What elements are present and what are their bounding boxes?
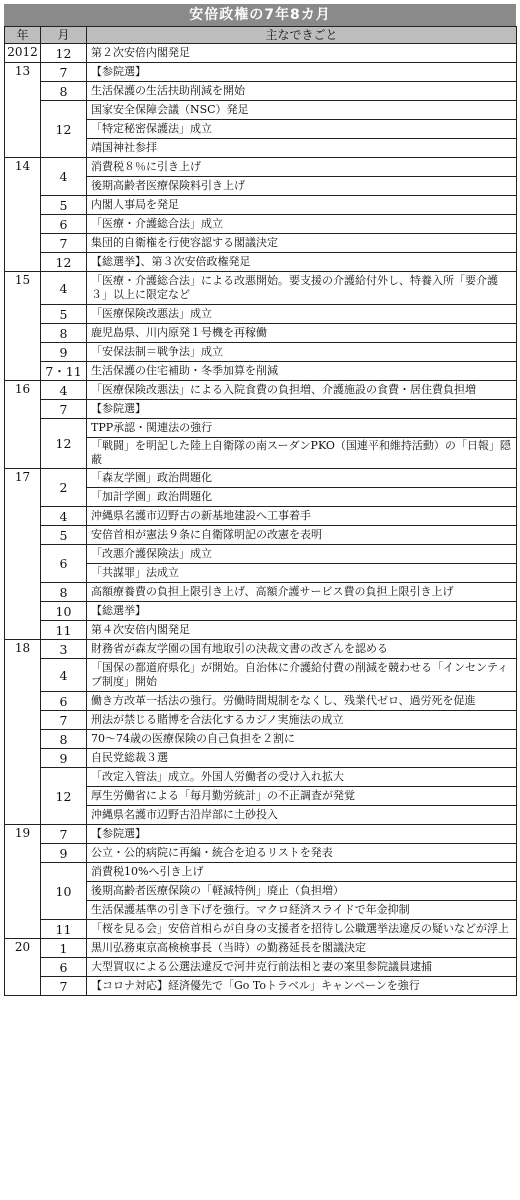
event-cell: 【総選挙】 [87, 602, 517, 621]
table-row [5, 400, 517, 419]
month-cell: 7 [41, 977, 87, 996]
event-cell: 70～74歳の医療保険の自己負担を２割に [87, 730, 517, 749]
timeline-table [4, 26, 517, 996]
table-row [5, 602, 517, 621]
header-row [5, 27, 517, 44]
event-cell: 【コロナ対応】経済優先で「Go Toトラベル」キャンペーンを強行 [87, 977, 517, 996]
table-row [5, 939, 517, 958]
event-cell: 厚生労働省による「毎月勤労統計」の不正調査が発覚 [87, 787, 517, 806]
table-row [5, 863, 517, 882]
month-cell: 12 [41, 44, 87, 63]
header-events: 主なできごと [87, 27, 517, 44]
table-row [5, 583, 517, 602]
event-cell: 集団的自衛権を行使容認する閣議決定 [87, 234, 517, 253]
event-cell: 沖縄県名護市辺野古沿岸部に土砂投入 [87, 806, 517, 825]
month-cell: 4 [41, 272, 87, 305]
header-year: 年 [5, 27, 41, 44]
year-cell: 15 [5, 272, 41, 381]
month-cell: 4 [41, 507, 87, 526]
month-cell: 10 [41, 602, 87, 621]
table-row [5, 215, 517, 234]
event-cell: 鹿児島県、川内原発１号機を再稼働 [87, 324, 517, 343]
year-cell: 14 [5, 158, 41, 272]
event-cell: 「戦闘」を明記した陸上自衛隊の南スーダンPKO（国連平和維持活動）の「日報」隠蔽 [87, 438, 517, 469]
month-cell: 6 [41, 545, 87, 583]
year-cell: 16 [5, 381, 41, 469]
month-cell: 2 [41, 469, 87, 507]
event-cell: 生活保護の生活扶助削減を開始 [87, 82, 517, 101]
month-cell: 12 [41, 419, 87, 469]
month-cell: 6 [41, 692, 87, 711]
event-cell: 自民党総裁３選 [87, 749, 517, 768]
event-cell: 生活保護基準の引き下げを強行。マクロ経済スライドで年金抑制 [87, 901, 517, 920]
table-row [5, 272, 517, 305]
event-cell: 「医療保険改悪法」成立 [87, 305, 517, 324]
month-cell: 7 [41, 825, 87, 844]
table-row [5, 977, 517, 996]
event-cell: 【参院選】 [87, 63, 517, 82]
event-cell: 【参院選】 [87, 400, 517, 419]
month-cell: 7・11 [41, 362, 87, 381]
event-cell: 生活保護の住宅補助・冬季加算を削減 [87, 362, 517, 381]
event-cell: 第４次安倍内閣発足 [87, 621, 517, 640]
table-row [5, 958, 517, 977]
year-cell: 13 [5, 63, 41, 158]
event-cell: 高額療養費の負担上限引き上げ、高額介護サービス費の負担上限引き上げ [87, 583, 517, 602]
table-row [5, 381, 517, 400]
month-cell: 8 [41, 82, 87, 101]
event-cell: 「森友学園」政治問題化 [87, 469, 517, 488]
table-row [5, 305, 517, 324]
month-cell: 3 [41, 640, 87, 659]
event-cell: 「国保の都道府県化」が開始。自治体に介護給付費の削減を競わせる「インセンティブ制度」開始 [87, 659, 517, 692]
month-cell: 9 [41, 343, 87, 362]
event-cell: 国家安全保障会議（NSC）発足 [87, 101, 517, 120]
table-row [5, 419, 517, 438]
table-row [5, 692, 517, 711]
event-cell: 安倍首相が憲法９条に自衛隊明記の改憲を表明 [87, 526, 517, 545]
table-row [5, 253, 517, 272]
year-cell: 19 [5, 825, 41, 939]
month-cell: 10 [41, 863, 87, 920]
timeline-body [5, 44, 517, 996]
month-cell: 5 [41, 526, 87, 545]
month-cell: 7 [41, 711, 87, 730]
event-cell: 公立・公的病院に再編・統合を迫るリストを発表 [87, 844, 517, 863]
month-cell: 8 [41, 730, 87, 749]
event-cell: 「医療・介護総合法」による改悪開始。要支援の介護給付外し、特養入所「要介護３」以上に限定など [87, 272, 517, 305]
event-cell: 内閣人事局を発足 [87, 196, 517, 215]
table-row [5, 844, 517, 863]
month-cell: 12 [41, 253, 87, 272]
month-cell: 8 [41, 324, 87, 343]
timeline-figure [4, 4, 516, 996]
table-row [5, 621, 517, 640]
month-cell: 7 [41, 234, 87, 253]
event-cell: 「改悪介護保険法」成立 [87, 545, 517, 564]
event-cell: 「桜を見る会」安倍首相らが自身の支援者を招待し公職選挙法違反の疑いなどが浮上 [87, 920, 517, 939]
year-cell: 2012 [5, 44, 41, 63]
event-cell: 消費税10%へ引き上げ [87, 863, 517, 882]
table-row [5, 507, 517, 526]
event-cell: 後期高齢者医療保険料引き上げ [87, 177, 517, 196]
event-cell: 沖縄県名護市辺野古の新基地建設へ工事着手 [87, 507, 517, 526]
month-cell: 4 [41, 381, 87, 400]
table-title: 安倍政権の7年8カ月 [4, 4, 516, 26]
event-cell: 刑法が禁じる賭博を合法化するカジノ実施法の成立 [87, 711, 517, 730]
month-cell: 8 [41, 583, 87, 602]
event-cell: 「安保法制＝戦争法」成立 [87, 343, 517, 362]
month-cell: 5 [41, 196, 87, 215]
event-cell: 「改定入管法」成立。外国人労働者の受け入れ拡大 [87, 768, 517, 787]
event-cell: 【参院選】 [87, 825, 517, 844]
header-month: 月 [41, 27, 87, 44]
table-row [5, 44, 517, 63]
table-row [5, 545, 517, 564]
table-row [5, 324, 517, 343]
month-cell: 11 [41, 920, 87, 939]
month-cell: 9 [41, 749, 87, 768]
month-cell: 11 [41, 621, 87, 640]
table-row [5, 920, 517, 939]
event-cell: TPP承認・関連法の強行 [87, 419, 517, 438]
year-cell: 20 [5, 939, 41, 996]
event-cell: 働き方改革一括法の強行。労働時間規制をなくし、残業代ゼロ、過労死を促進 [87, 692, 517, 711]
table-row [5, 711, 517, 730]
table-row [5, 640, 517, 659]
event-cell: 消費税８％に引き上げ [87, 158, 517, 177]
table-row [5, 63, 517, 82]
event-cell: 靖国神社参拝 [87, 139, 517, 158]
table-row [5, 526, 517, 545]
month-cell: 4 [41, 158, 87, 196]
table-row [5, 749, 517, 768]
month-cell: 1 [41, 939, 87, 958]
month-cell: 9 [41, 844, 87, 863]
event-cell: 「共謀罪」法成立 [87, 564, 517, 583]
month-cell: 5 [41, 305, 87, 324]
event-cell: 「特定秘密保護法」成立 [87, 120, 517, 139]
table-row [5, 730, 517, 749]
table-row [5, 825, 517, 844]
event-cell: 黒川弘務東京高検検事長（当時）の勤務延長を閣議決定 [87, 939, 517, 958]
event-cell: 「医療・介護総合法」成立 [87, 215, 517, 234]
year-cell: 17 [5, 469, 41, 640]
month-cell: 6 [41, 958, 87, 977]
year-cell: 18 [5, 640, 41, 825]
table-row [5, 768, 517, 787]
month-cell: 7 [41, 400, 87, 419]
table-row [5, 343, 517, 362]
event-cell: 大型買収による公選法違反で河井克行前法相と妻の案里参院議員逮捕 [87, 958, 517, 977]
month-cell: 12 [41, 768, 87, 825]
event-cell: 第２次安倍内閣発足 [87, 44, 517, 63]
table-row [5, 362, 517, 381]
table-row [5, 196, 517, 215]
month-cell: 6 [41, 215, 87, 234]
event-cell: 【総選挙】、第３次安倍政権発足 [87, 253, 517, 272]
event-cell: 財務省が森友学園の国有地取引の決裁文書の改ざんを認める [87, 640, 517, 659]
table-row [5, 234, 517, 253]
event-cell: 「加計学園」政治問題化 [87, 488, 517, 507]
event-cell: 「医療保険改悪法」による入院食費の負担増、介護施設の食費・居住費負担増 [87, 381, 517, 400]
month-cell: 4 [41, 659, 87, 692]
month-cell: 7 [41, 63, 87, 82]
table-row [5, 469, 517, 488]
table-row [5, 82, 517, 101]
month-cell: 12 [41, 101, 87, 158]
table-row [5, 659, 517, 692]
event-cell: 後期高齢者医療保険の「軽減特例」廃止（負担増） [87, 882, 517, 901]
table-row [5, 101, 517, 120]
table-row [5, 158, 517, 177]
